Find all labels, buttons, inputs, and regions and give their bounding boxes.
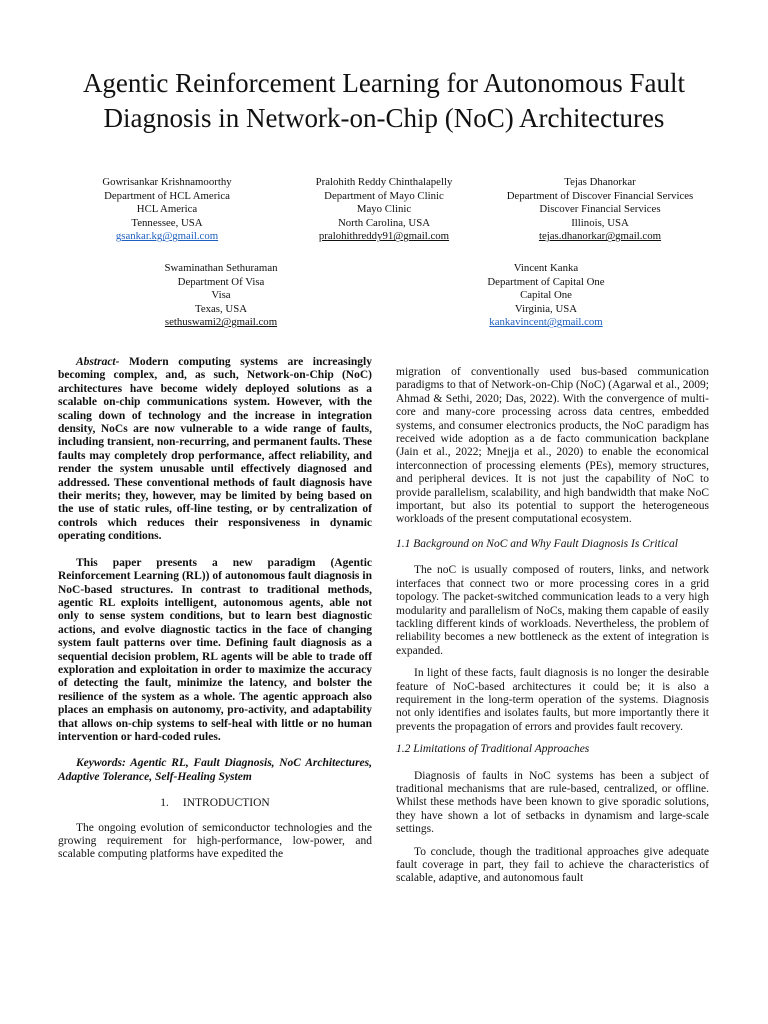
body-paragraph: In light of these facts, fault diagnosis is no longer the desirable feature of NoC-based architectures it could be; it is also a requirement in the long-term operation of the systems. Diagnosis not only identifies and isolates faults, but more importantly there it prevents the propagation of errors and provides fault recovery. <box>396 667 709 733</box>
author-email-link[interactable]: kankavincent@gmail.com <box>489 316 603 329</box>
author-name: Swaminathan Sethuraman <box>164 262 278 274</box>
author-email: tejas.dhanorkar@gmail.com <box>538 230 662 243</box>
author-organization: Capital One <box>520 289 572 302</box>
author-organization: Discover Financial Services <box>539 203 661 216</box>
author-name: Pralohith Reddy Chinthalapelly <box>315 176 453 188</box>
author-organization: HCL America <box>136 203 198 216</box>
author-block <box>289 176 479 244</box>
keywords: Keywords: Agentic RL, Fault Diagnosis, NoC Architectures, Adaptive Tolerance, Self-Healing System <box>58 757 372 783</box>
author-location: Illinois, USA <box>571 216 629 229</box>
section-title: INTRODUCTION <box>182 797 270 810</box>
author-location: North Carolina, USA <box>337 216 431 229</box>
author-department: Department of HCL America <box>104 189 230 202</box>
author-department: Department Of Visa <box>177 275 265 288</box>
author-name: Gowrisankar Krishnamoorthy <box>102 176 232 188</box>
body-paragraph: migration of conventionally used bus-based communication paradigms to that of Network-on-Chip (NoC) (Agarwal et al., 2009; Ahmad & Sethi, 2020; Das, 2022). With the convergence of multi-core and many-core processing across data centres, embedded systems, and consumer electronics products, the NoC paradigm has received wide adoption as a de facto communication backplane (Jain et al., 2022; Mnejja et al., 2020) to enable the economical interconnection of processing elements (PEs), memory structures, and peripheral devices. It is not just the capability of NoC to provide parallelism, scalability, and high bandwidth that make NoC important, but also its potential to support the heterogeneous workloads of the present computational ecosystem. <box>396 366 709 526</box>
paper-title: Agentic Reinforcement Learning for Autonomous Fault Diagnosis in Network-on-Chip (NoC) Architectures <box>82 68 686 133</box>
author-block <box>72 176 262 244</box>
author-block <box>490 176 710 244</box>
right-column <box>396 366 709 899</box>
author-organization: Visa <box>211 289 231 302</box>
abstract-paragraph <box>58 356 372 544</box>
author-department: Department of Capital One <box>487 275 605 288</box>
body-paragraph: Diagnosis of faults in NoC systems has been a subject of traditional mechanisms that are rule-based, centralized, or offline. Whilst these methods have been known to give sporadic solutions, they have shown a lot of setbacks in dynamism and large-scale settings. <box>396 769 709 836</box>
author-email: sethuswami2@gmail.com <box>164 316 278 329</box>
author-email-link[interactable]: gsankar.kg@gmail.com <box>115 230 219 243</box>
author-block <box>451 262 641 330</box>
author-location: Virginia, USA <box>514 302 578 315</box>
body-paragraph: To conclude, though the traditional approaches give adequate fault coverage in part, they fail to achieve the characteristics of scalable, adaptive, and autonomous fault <box>396 845 709 885</box>
abstract-label: Abstract- <box>76 356 120 368</box>
author-location: Texas, USA <box>194 302 248 315</box>
abstract-paragraph-2: This paper presents a new paradigm (Agentic Reinforcement Learning (RL)) of autonomous fault diagnosis in NoC-based structures. In contrast to traditional methods, agentic RL exploits intelligent, autonomous agents, able not only to sense system conditions, but to learn best diagnostic actions, and evolve diagnostic tactics in the face of changing system fault patterns over time. Defining fault diagnosis as a sequential decision problem, RL agents will be able to trade off exploration and exploitation in order to maximize the accuracy of detecting the fault, minimize the latency, and bolster the resilience of the system as a whole. The agentic approach also places an emphasis on autonomy, pro-activity, and adaptability that allows on-chip systems to self-heal with little or no human intervention or hard-coded rules. <box>58 556 372 743</box>
body-paragraph: The ongoing evolution of semiconductor technologies and the growing requirement for high-performance, low-power, and scalable computing platforms have expedited the <box>58 821 372 861</box>
author-email: pralohithreddy91@gmail.com <box>318 230 450 243</box>
author-organization: Mayo Clinic <box>356 203 412 216</box>
left-column <box>58 356 372 875</box>
author-department: Department of Discover Financial Services <box>506 189 694 202</box>
body-paragraph: The noC is usually composed of routers, links, and network interfaces that connect two or more processing cores in a grid topology. The packet-switched communication leads to a very high modularity and parallelism of NoCs, making them capable of easily tackling different kinds of workloads. Nevertheless, the problem of reliability becomes a new bottleneck as the extent of integration is expanded. <box>396 564 709 657</box>
author-location: Tennessee, USA <box>131 216 203 229</box>
author-block <box>126 262 316 330</box>
section-number: 1. <box>160 797 169 810</box>
abstract-text: Modern computing systems are increasingly becoming complex, and, as such, Network-on-Chip (NoC) architectures have become widely deployed solutions as a scalable on-chip communications system. However, with the scaling down of technology and the increase in integration density, NoCs are now vulnerable to a wide range of faults, including transient, non-recurring, and permanent faults. These faults may completely drop performance, affect reliability, and render the system unusable until effectively diagnosed and addressed. These conventional methods of fault diagnosis have their merits; they, however, may be limited by being based on the use of static rules, off-line testing, or by centralization of controls which reduces their responsiveness in dynamic operating conditions. <box>58 356 372 543</box>
subsection-heading: 1.2 Limitations of Traditional Approaches <box>396 743 590 756</box>
author-name: Tejas Dhanorkar <box>564 176 636 188</box>
author-department: Department of Mayo Clinic <box>324 189 444 202</box>
subsection-heading: 1.1 Background on NoC and Why Fault Diagnosis Is Critical <box>396 537 678 550</box>
section-heading <box>58 797 372 810</box>
author-name: Vincent Kanka <box>513 262 579 274</box>
